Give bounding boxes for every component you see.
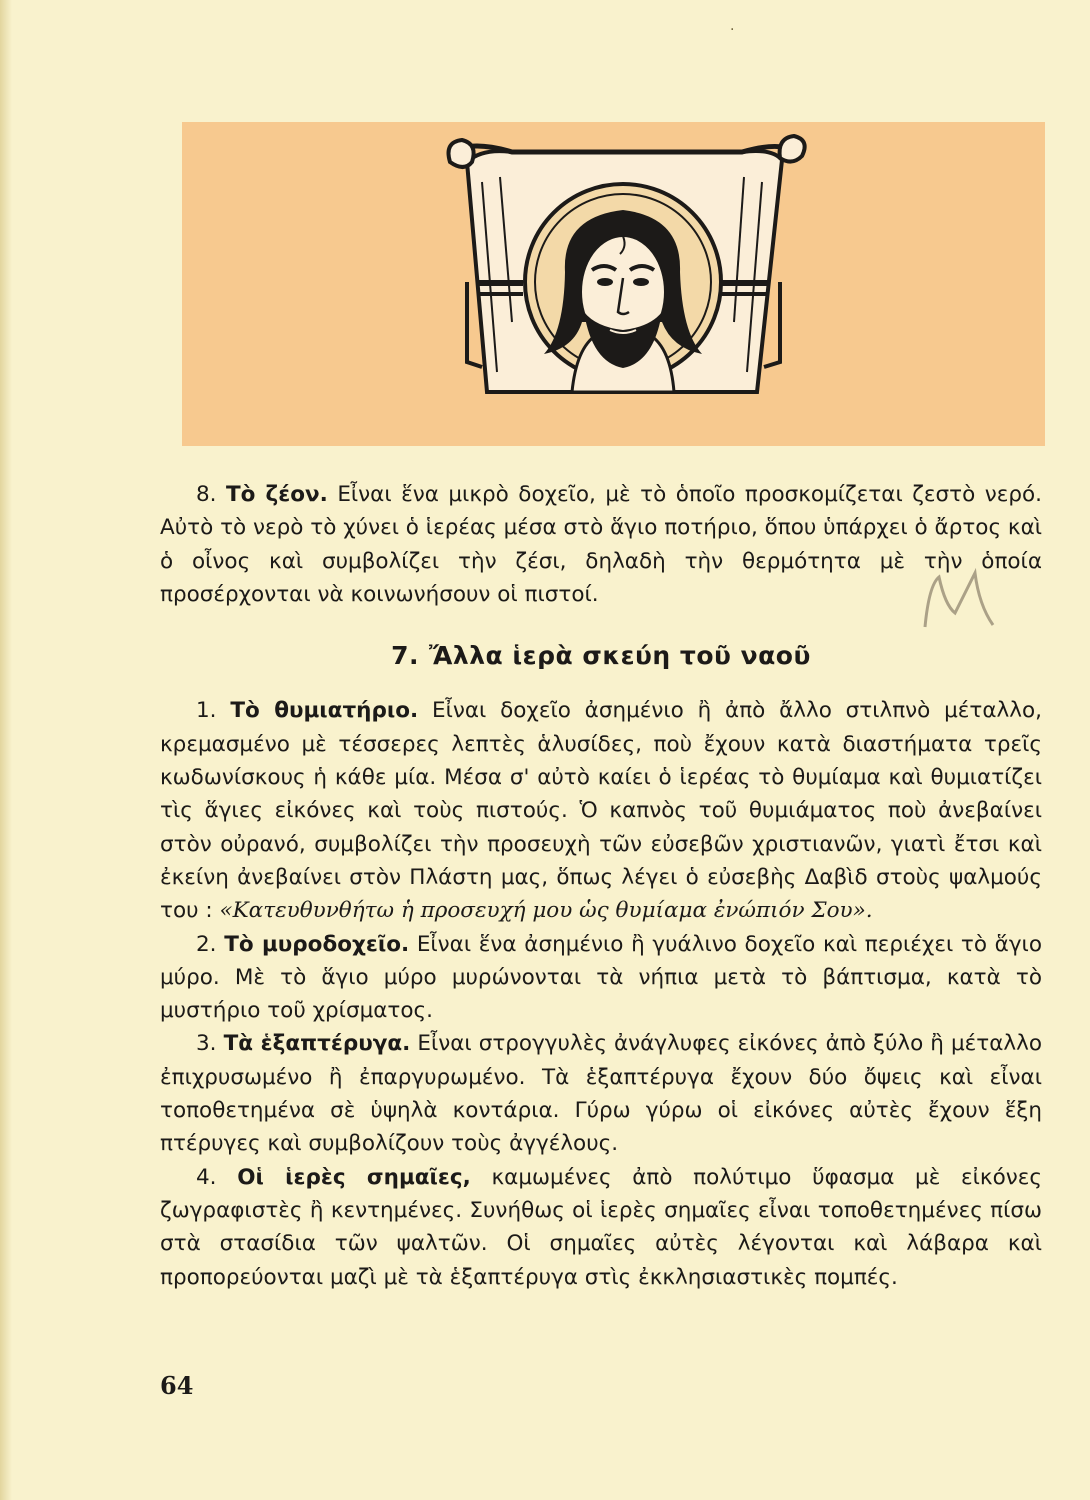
item-text: Εἶναι στρογγυλὲς ἀνάγλυφες εἰκόνες ἀπὸ ξύλο ἢ μέταλλο ἐπιχρυσωμένο ἢ ἐπαργυρωμένο. Τὰ ἑξαπτέρυγα ἔχουν δύο ὄψεις καὶ εἶναι τοποθετημένα σὲ ὑψηλὰ κοντάρια. Γύρω γύρω οἱ εἰκόνες αὐτὲς ἔχουν ἕξη πτέρυγες καὶ συμβολίζουν τοὺς ἀγγέλους. <box>160 1031 1042 1157</box>
item-text: Εἶναι ἕνα ἀσημένιο ἢ γυάλινο δοχεῖο καὶ περιέχει τὸ ἅγιο μύρο. Μὲ τὸ ἅγιο μύρο μυρώνονται τὰ νήπια μετὰ τὸ βάπτισμα, κατὰ τὸ μυστήριο τοῦ χρίσματος. <box>160 931 1042 1024</box>
item-number: 4. <box>196 1164 217 1190</box>
item-text: καμωμένες ἀπὸ πολύτιμο ὕφασμα μὲ εἰκόνες ζωγραφιστὲς ἢ κεντημένες. Συνήθως οἱ ἱερὲς σημαῖες εἶναι τοποθετημένες πίσω στὰ στασίδια τῶν ψαλτῶν. Οἱ σημαῖες αὐτὲς λέγονται καὶ λάβαρα καὶ προπορεύονται μαζὶ μὲ τὰ ἑξαπτέρυγα στὶς ἐκκλησιαστικὲς πομπές. <box>160 1164 1042 1290</box>
item-term: Οἱ ἱερὲς σημαῖες, <box>237 1164 471 1190</box>
item-text: Εἶναι ἕνα μικρὸ δοχεῖο, μὲ τὸ ὁποῖο προσκομίζεται ζεστὸ νερό. Αὐτὸ τὸ νερὸ τὸ χύνει ὁ ἱερέας μέσα στὸ ἅγιο ποτήριο, ὅπου ὑπάρχει ὁ ἄρτος καὶ ὁ οἶνος καὶ συμβολίζει τὴν ζέσι, δηλαδὴ τὴν θερμότητα μὲ τὴν ὁποία προσέρχονται νὰ κοινωνήσουν οἱ πιστοί. <box>160 482 1043 607</box>
item-term: Τὸ θυμιατήριο. <box>230 698 419 724</box>
pencil-annotation <box>915 565 1005 635</box>
item-term: Τὰ ἑξαπτέρυγα. <box>223 1031 411 1057</box>
item-term: Τὸ μυροδοχεῖο. <box>224 931 410 957</box>
page-edge <box>0 0 12 1500</box>
item-4 <box>160 1161 1042 1294</box>
item-3 <box>160 1027 1042 1160</box>
page-number: 64 <box>160 1371 194 1400</box>
item-term: Τὸ ζέον. <box>226 482 328 507</box>
mandylion-illustration <box>182 122 1045 446</box>
section-number: 7. <box>391 641 420 671</box>
paragraph-8 <box>160 478 1042 611</box>
item-number: 2. <box>196 931 217 957</box>
page-speck: · <box>730 22 735 38</box>
mandylion-drawing <box>182 122 1045 446</box>
item-number: 1. <box>196 698 217 724</box>
section-heading <box>160 639 1042 672</box>
section-title: Ἄλλα ἱερὰ σκεύη τοῦ ναοῦ <box>429 641 811 671</box>
psalm-quote: «Κατευθυνθήτω ἡ προσευχή μου ὡς θυμίαμα ἐνώπιόν Σου». <box>219 898 873 924</box>
item-2 <box>160 928 1042 1028</box>
item-number: 3. <box>196 1031 217 1057</box>
item-1 <box>160 694 1042 927</box>
page-body <box>160 478 1042 1294</box>
item-number: 8. <box>196 482 217 507</box>
item-text: Εἶναι δοχεῖο ἀσημένιο ἢ ἀπὸ ἄλλο στιλπνὸ μέταλλο, κρεμασμένο μὲ τέσσερες λεπτὲς ἁλυσίδες, ποὺ ἔχουν κατὰ διαστήματα τρεῖς κωδωνίσκους ἡ κάθε μία. Μέσα σ' αὐτὸ καίει ὁ ἱερέας τὸ θυμίαμα καὶ θυμιατίζει τὶς ἅγιες εἰκόνες καὶ τοὺς πιστούς. Ὁ καπνὸς τοῦ θυμιάματος ποὺ ἀνεβαίνει στὸν οὐρανό, συμβολίζει τὴν προσευχὴ τῶν εὐσεβῶν χριστιανῶν, γιατὶ ἔτσι καὶ ἐκείνη ἀνεβαίνει στὸν Πλάστη μας, ὅπως λέγει ὁ εὐσεβὴς Δαβὶδ στοὺς ψαλμούς του : <box>160 698 1042 924</box>
